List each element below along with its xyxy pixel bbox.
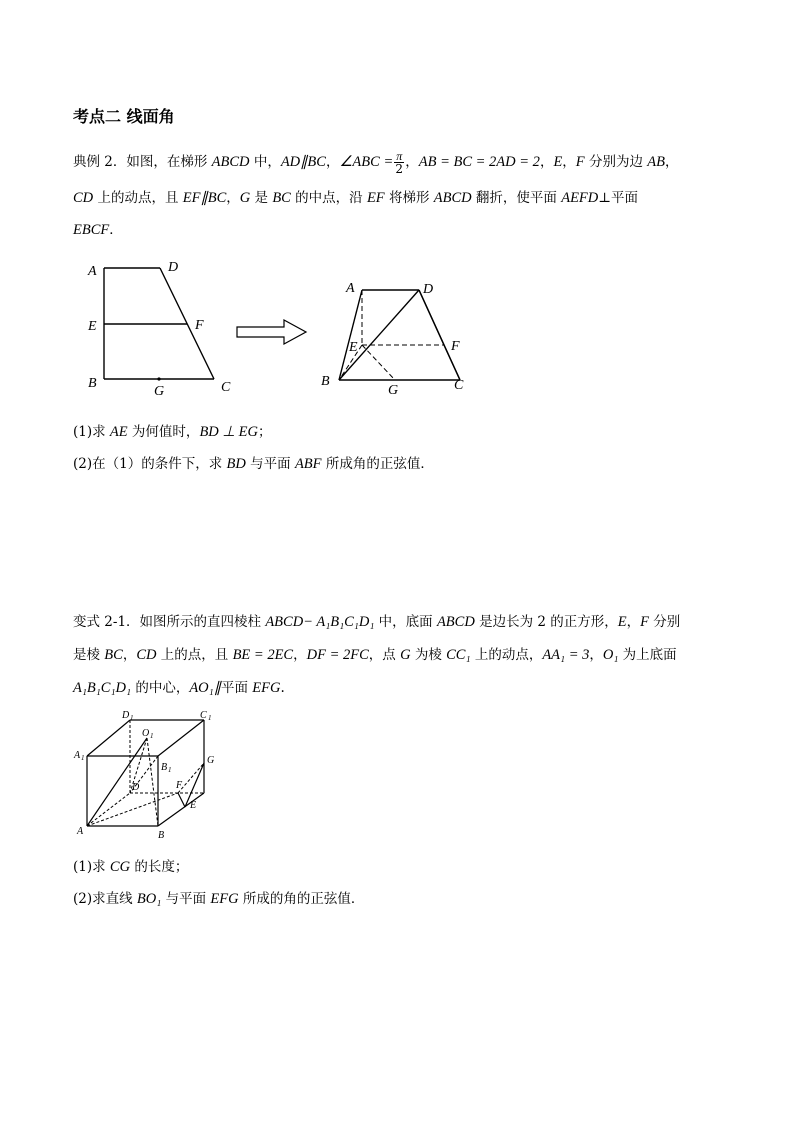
right-arrow-icon — [236, 318, 308, 346]
label-D: D — [423, 282, 434, 297]
label-E: E — [88, 319, 97, 334]
label-B: B — [321, 374, 330, 389]
svg-text:1: 1 — [150, 732, 154, 740]
label-G: G — [207, 755, 215, 766]
variant-2-1-question-1: (1)求 CG 的长度； — [73, 859, 189, 875]
label-E: E — [349, 340, 358, 355]
label-B: B — [88, 376, 97, 391]
label-A: A — [77, 826, 84, 837]
label-C1: C — [200, 710, 207, 721]
label-F: F — [176, 780, 183, 791]
example-2-question-2: (2)在（1）的条件下，求 BD 与平面 ABF 所成角的正弦值． — [73, 456, 434, 472]
label-B1: B — [161, 762, 168, 773]
trapezoid-figure — [80, 255, 240, 395]
label-F: F — [195, 318, 204, 333]
label-A: A — [88, 264, 97, 279]
variant-2-1-line-1: 变式 2-1．如图所示的直四棱柱 ABCD− A₁B₁C₁D₁ 中，底面 ABCD 是边长为 2 的正方形，E，F 分别 — [73, 614, 681, 630]
label-C: C — [454, 378, 464, 393]
label-O1: O — [142, 728, 150, 739]
label-D1: D — [122, 710, 130, 721]
label-D: D — [168, 260, 179, 275]
label-A1: A — [74, 750, 81, 761]
section-heading: 考点二 线面角 — [73, 107, 175, 126]
variant-2-1-line-2: 是棱 BC，CD 上的点，且 BE = 2EC，DF = 2FC，点 G 为棱 CC₁ 上的动点，AA₁ = 3，O₁ 为上底面 — [73, 647, 677, 663]
example-2-question-1: (1)求 AE 为何值时，BD ⊥ EG； — [73, 424, 272, 440]
label-C: C — [221, 380, 231, 395]
svg-text:1: 1 — [81, 754, 85, 762]
svg-text:1: 1 — [168, 766, 172, 774]
svg-text:1: 1 — [208, 714, 212, 722]
label-B: B — [158, 830, 165, 840]
label-A: A — [346, 281, 355, 296]
label-F: F — [451, 339, 460, 354]
label-G: G — [388, 383, 399, 398]
example-2-line-3: EBCF． — [73, 222, 123, 238]
example-2-line-2: CD 上的动点，且 EF∥BC，G 是 BC 的中点，沿 EF 将梯形 ABCD 翻折，使平面 AEFD⊥平面 — [73, 190, 638, 206]
folded-figure — [318, 275, 478, 400]
label-E: E — [190, 800, 197, 811]
prism-figure — [72, 708, 222, 840]
pi-over-2-fraction: $\frac{\pi}{2}$ — [395, 149, 404, 176]
svg-text:1: 1 — [130, 714, 134, 722]
label-D: D — [132, 782, 140, 793]
example-2-line-1: 典例 2．如图，在梯形 ABCD 中，AD∥BC，∠ABC = $\frac{\pi}{2}$ ，AB = BC = 2AD = 2，E，F 分别为边 AB， — [73, 149, 679, 176]
variant-2-1-question-2: (2)求直线 BO₁ 与平面 EFG 所成的角的正弦值． — [73, 891, 365, 907]
label-G: G — [154, 384, 165, 395]
variant-2-1-line-3: A₁B₁C₁D₁ 的中心，AO₁∥平面 EFG. — [73, 680, 285, 696]
